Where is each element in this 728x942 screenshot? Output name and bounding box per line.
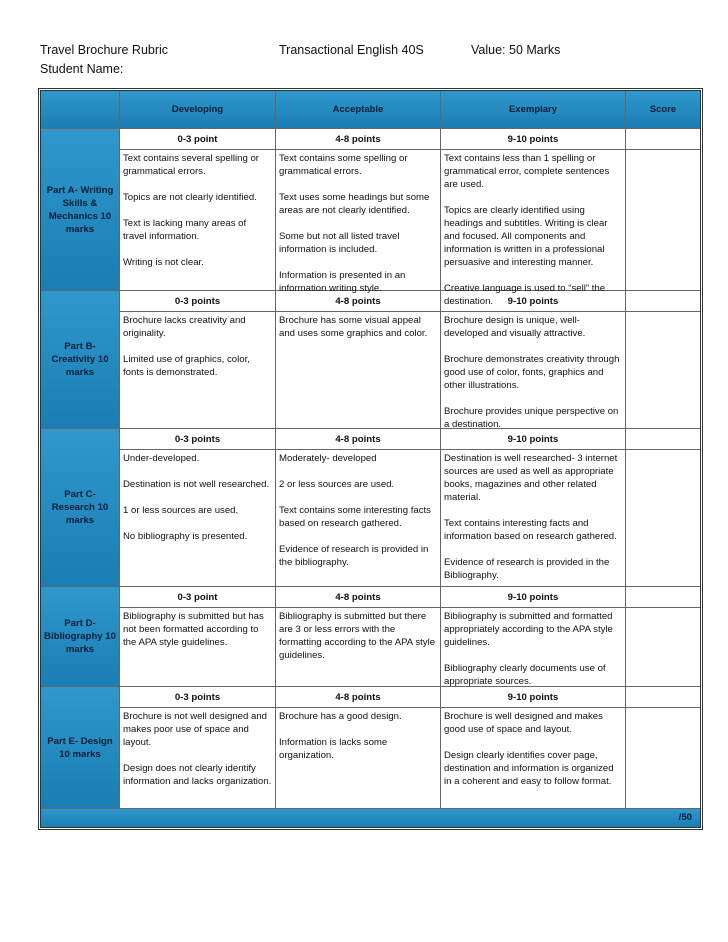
developing-level: 0-3 points xyxy=(119,429,275,449)
criterion-text: Brochure demonstrates creativity through good use of color, fonts, graphics and other illustrations. xyxy=(444,354,623,391)
acceptable-description xyxy=(275,450,440,586)
score-entry[interactable] xyxy=(625,150,700,310)
criterion-text: 1 or less sources are used. xyxy=(123,505,239,516)
criterion-text: Destination is well researched- 3 internet sources are used as well as appropriate books, magazines and other related material. xyxy=(444,453,620,503)
criterion-text: Text uses some headings but some areas are not clearly identified. xyxy=(279,192,433,216)
criterion-text: Information is presented in an information writing style. xyxy=(279,270,409,294)
developing-level: 0-3 point xyxy=(119,129,275,149)
criterion-text: Brochure provides unique perspective on a destination. xyxy=(444,406,622,430)
criterion-text: Destination is not well researched. xyxy=(123,479,270,490)
developing-description xyxy=(119,312,275,433)
header-acceptable: Acceptable xyxy=(275,91,440,128)
exemplary-description xyxy=(440,708,625,808)
criterion-text: Text contains interesting facts and information based on research gathered. xyxy=(444,518,617,542)
score-entry[interactable] xyxy=(625,608,700,690)
total-score: /50 xyxy=(41,809,700,827)
acceptable-description xyxy=(275,608,440,690)
acceptable-level: 4-8 points xyxy=(275,129,440,149)
criterion-text: Brochure is not well designed and makes poor use of space and layout. xyxy=(123,711,270,748)
acceptable-level: 4-8 points xyxy=(275,429,440,449)
header-blank-cell xyxy=(41,91,119,128)
rubric-title: Travel Brochure Rubric xyxy=(40,43,169,57)
developing-description xyxy=(119,150,275,310)
part-label: Part E- Design 10 marks xyxy=(41,687,119,808)
criterion-text: Writing is not clear. xyxy=(123,257,204,268)
exemplary-level: 9-10 points xyxy=(440,129,625,149)
score-cell xyxy=(625,291,700,311)
header-exemplary: Exemplary xyxy=(440,91,625,128)
developing-description xyxy=(119,450,275,586)
score-cell xyxy=(625,429,700,449)
criterion-text: Text contains several spelling or grammatical errors. xyxy=(123,153,262,177)
criterion-text: Text is lacking many areas of travel information. xyxy=(123,218,249,242)
rubric-section xyxy=(41,290,700,428)
part-label: Part C- Research 10 marks xyxy=(41,429,119,586)
exemplary-level: 9-10 points xyxy=(440,429,625,449)
criterion-text: Bibliography clearly documents use of appropriate sources. xyxy=(444,663,609,687)
acceptable-description xyxy=(275,708,440,808)
criterion-text: Text contains some interesting facts based on research gathered. xyxy=(279,505,434,529)
score-cell xyxy=(625,687,700,707)
criterion-text: Text contains less than 1 spelling or grammatical error, complete sentences are used. xyxy=(444,153,612,190)
rubric-table xyxy=(38,88,703,830)
exemplary-level: 9-10 points xyxy=(440,687,625,707)
score-cell xyxy=(625,587,700,607)
criterion-text: Text contains some spelling or grammatical errors. xyxy=(279,153,411,177)
part-label: Part A- Writing Skills & Mechanics 10 marks xyxy=(41,129,119,290)
criterion-text: Brochure is well designed and makes good use of space and layout. xyxy=(444,711,606,735)
criterion-text: Evidence of research is provided in the Bibliography. xyxy=(444,557,612,581)
acceptable-level: 4-8 points xyxy=(275,687,440,707)
criterion-text: Design does not clearly identify information and lacks organization. xyxy=(123,763,272,787)
exemplary-description xyxy=(440,150,625,310)
criterion-text: 2 or less sources are used. xyxy=(279,479,395,490)
student-name-label: Student Name: xyxy=(40,62,124,76)
criterion-text: No bibliography is presented. xyxy=(123,531,248,542)
header-developing: Developing xyxy=(119,91,275,128)
column-header-row xyxy=(41,91,700,128)
criterion-text: Bibliography is submitted but there are 3 or less errors with the formatting according to the APA style guidelines. xyxy=(279,611,438,661)
course-name: Transactional English 40S xyxy=(279,43,424,57)
criterion-text: Information is lacks some organization. xyxy=(279,737,390,761)
exemplary-level: 9-10 points xyxy=(440,291,625,311)
criterion-text: Design clearly identifies cover page, destination and information is organized in a coherent and easy to follow format. xyxy=(444,750,617,787)
criterion-text: Some but not all listed travel information is included. xyxy=(279,231,403,255)
acceptable-level: 4-8 points xyxy=(275,587,440,607)
part-label: Part D- Bibliography 10 marks xyxy=(41,587,119,686)
header-score: Score xyxy=(625,91,700,128)
rubric-section xyxy=(41,686,700,808)
developing-description xyxy=(119,608,275,690)
rubric-section xyxy=(41,586,700,686)
criterion-text: Brochure has some visual appeal and uses some graphics and color. xyxy=(279,315,428,339)
total-row xyxy=(41,808,700,827)
criterion-text: Under-developed. xyxy=(123,453,200,464)
developing-level: 0-3 point xyxy=(119,587,275,607)
criterion-text: Limited use of graphics, color, fonts is demonstrated. xyxy=(123,354,253,378)
score-entry[interactable] xyxy=(625,312,700,433)
criterion-text: Bibliography is submitted but has not been formatted according to the APA style guidelines. xyxy=(123,611,267,648)
score-cell xyxy=(625,129,700,149)
exemplary-description xyxy=(440,450,625,586)
criterion-text: Topics are clearly identified using headings and subtitles. Writing is clear and focused. All components and information is written in a professional persuasive and interesting manner. xyxy=(444,205,611,268)
criterion-text: Brochure lacks creativity and originality. xyxy=(123,315,249,339)
criterion-text: Evidence of research is provided in the bibliography. xyxy=(279,544,431,568)
score-entry[interactable] xyxy=(625,708,700,808)
acceptable-level: 4-8 points xyxy=(275,291,440,311)
criterion-text: Topics are not clearly identified. xyxy=(123,192,257,203)
developing-level: 0-3 points xyxy=(119,291,275,311)
criterion-text: Moderately- developed xyxy=(279,453,377,464)
value-marks: Value: 50 Marks xyxy=(471,43,561,57)
criterion-text: Brochure has a good design. xyxy=(279,711,402,722)
exemplary-description xyxy=(440,312,625,433)
exemplary-level: 9-10 points xyxy=(440,587,625,607)
exemplary-description xyxy=(440,608,625,690)
rubric-section xyxy=(41,428,700,586)
criterion-text: Bibliography is submitted and formatted appropriately according to the APA style guidelines. xyxy=(444,611,616,648)
acceptable-description xyxy=(275,312,440,433)
score-entry[interactable] xyxy=(625,450,700,586)
criterion-text: Creative language is used to “sell” the destination. xyxy=(444,283,608,307)
developing-level: 0-3 points xyxy=(119,687,275,707)
criterion-text: Brochure design is unique, well-developed and visually attractive. xyxy=(444,315,586,339)
acceptable-description xyxy=(275,150,440,310)
developing-description xyxy=(119,708,275,808)
part-label: Part B- Creativity 10 marks xyxy=(41,291,119,428)
